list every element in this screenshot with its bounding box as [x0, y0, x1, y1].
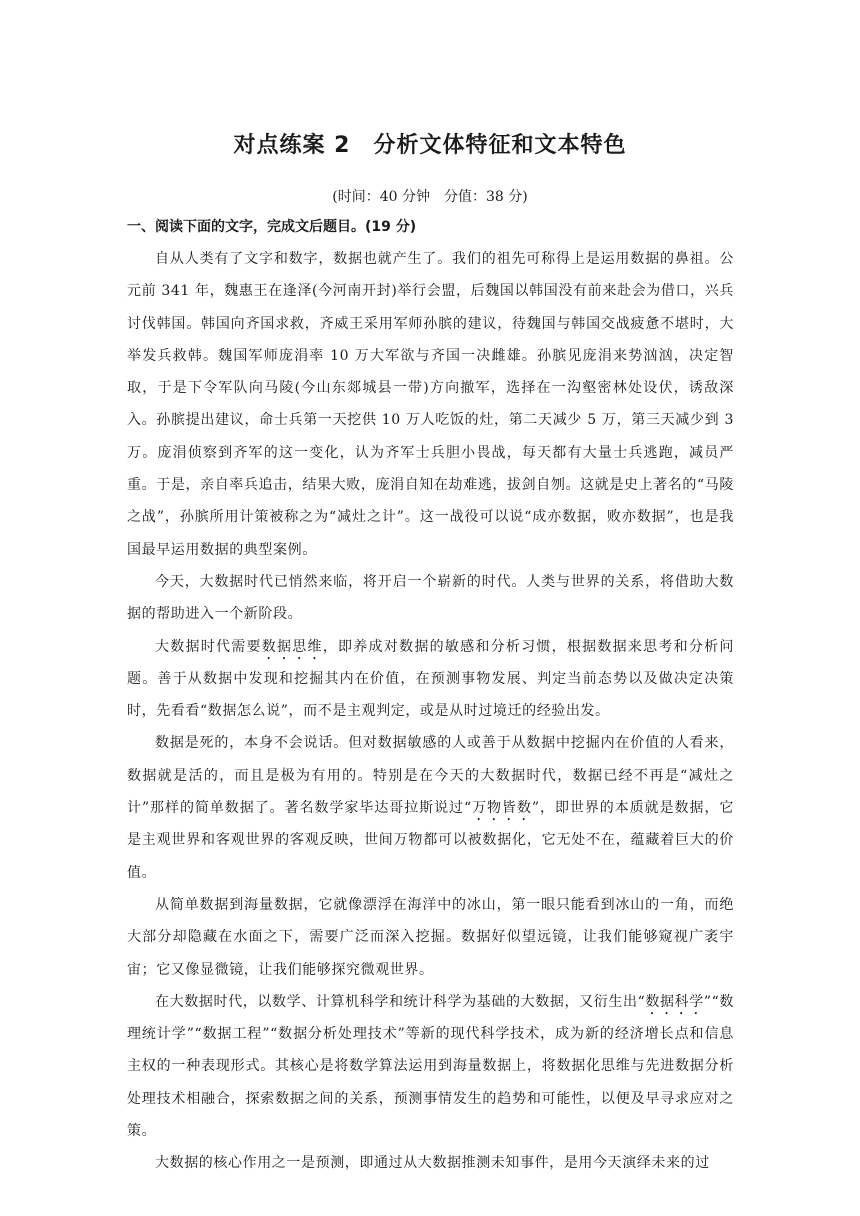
paragraph-6	[127, 986, 734, 1147]
text-span: ，即养成对数据的敏感和分析习惯，根据数据来思考和分析问题。善于从数据中发现和挖掘其内在价值，在预测事物发展、判定当前态势以及做决定决策时，先看看“数据怎么说”，而不是主观判定，或是从时过境迁的经验出发。	[127, 638, 734, 720]
text-span: 大数据时代需要	[155, 638, 262, 655]
paragraph-4	[127, 727, 734, 888]
time-score-info: (时间：40 分钟 分值：38 分)	[332, 189, 528, 205]
question-heading: 一、阅读下面的文字，完成文后题目。(19 分)	[127, 219, 417, 235]
emphasized-term: 数据科学	[645, 993, 704, 1010]
paragraph-1: 自从人类有了文字和数字，数据也就产生了。我们的祖先可称得上是运用数据的鼻祖。公元前 341 年，魏惠王在逢泽(今河南开封)举行会盟，后魏国以韩国没有前来赴会为借口，兴兵讨伐韩国。韩国向齐国求救，齐威王采用军师孙膑的建议，待魏国与韩国交战疲惫不堪时，大举发兵救韩。魏国军师庞涓率 10 万大军欲与齐国一决雌雄。孙膑见庞涓来势汹汹，决定智取，于是下令军队向马陵(今山东郯城县一带)方向撤军，选择在一沟壑密林处设伏，诱敌深入。孙膑提出建议，命士兵第一天挖供 10 万人吃饭的灶，第二天减少 5 万，第三天减少到 3 万。庞涓侦察到齐军的这一变化，认为齐军士兵胆小畏战，每天都有大量士兵逃跑，减员严重。于是，亲自率兵追击，结果大败，庞涓自知在劫难逃，拔剑自刎。这就是史上著名的“马陵之战”，孙膑所用计策被称之为“减灶之计”。这一战役可以说“成亦数据，败亦数据”，也是我国最早运用数据的典型案例。	[127, 251, 734, 558]
paragraph-5: 从简单数据到海量数据，它就像漂浮在海洋中的冰山，第一眼只能看到冰山的一角，而绝大部分却隐藏在水面之下，需要广泛而深入挖掘。数据好似望远镜，让我们能够窥视广袤宇宙；它又像显微镜，让我们能够探究微观世界。	[127, 896, 734, 978]
text-span: 数据是死的，本身不会说话。但对数据敏感的人或善于从数据中挖掘内在价值的人看来，数据就是活的，而且是极为有用的。特别是在今天的大数据时代，数据已经不再是“减灶之计”那样的简单数据了。著名数学家毕达哥拉斯说过“	[127, 735, 734, 817]
reading-passage	[127, 243, 734, 1180]
paragraph-2: 今天，大数据时代已悄然来临，将开启一个崭新的时代。人类与世界的关系，将借助大数据的帮助进入一个新阶段。	[127, 573, 734, 623]
emphasized-term: 数据思维	[261, 638, 323, 655]
text-span: ”，即世界的本质就是数据，它是主观世界和客观世界的客观反映，世间万物都可以被数据化，它无处不在，蕴藏着巨大的价值。	[127, 800, 735, 881]
paragraph-3	[127, 631, 734, 728]
page-title: 对点练案 2 分析文体特征和文本特色	[233, 133, 627, 158]
emphasized-term: 万物皆数	[471, 800, 532, 817]
paragraph-7: 大数据的核心作用之一是预测，即通过从大数据推测未知事件，是用今天演绎未来的过	[155, 1155, 710, 1172]
text-span: ”“数理统计学”“数据工程”“数据分析处理技术”等新的现代科学技术，成为新的经济增长点和信息主权的一种表现形式。其核心是将数学算法运用到海量数据上，将数据化思维与先进数据分析处理技术相融合，探索数据之间的关系，预测事情发生的趋势和可能性，以便及早寻求应对之策。	[127, 993, 734, 1140]
text-span: 在大数据时代，以数学、计算机科学和统计科学为基础的大数据，又衍生出“	[155, 993, 646, 1010]
